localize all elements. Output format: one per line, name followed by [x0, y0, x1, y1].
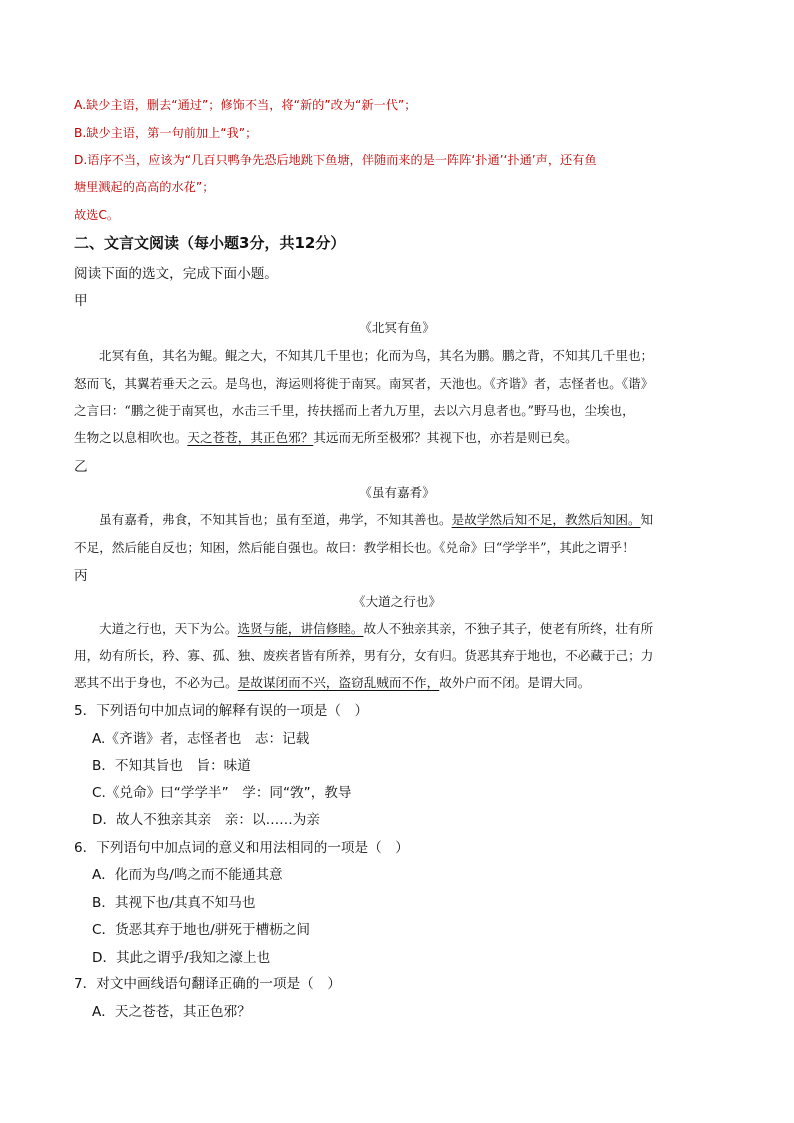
passage-bing-line1	[99, 618, 653, 637]
question-5-stem: 5．下列语句中加点词的解释有误的一项是（ ）	[74, 703, 369, 719]
passage-bing-line1-before: 大道之行也，天下为公。	[99, 621, 238, 636]
passage-jia-line4-before: 生物之以息相吹也。	[74, 430, 188, 445]
passage-yi-line1-before: 虽有嘉肴，弗食，不知其旨也；虽有至道，弗学，不知其善也。	[99, 512, 452, 527]
answer-option-d-line1: D.语序不当，应该为“几百只鸭争先恐后地跳下鱼塘，伴随而来的是一阵阵‘扑通’‘扑通’声，还有鱼	[74, 153, 597, 167]
answer-conclusion: 故选C。	[74, 208, 120, 222]
question-5-option-c: C.《兑命》曰“学学半” 学：同“敩”，教导	[92, 785, 352, 801]
passage-bing-line3-after: 故外户而不闭。是谓大同。	[439, 675, 591, 690]
question-6-option-b: B．其视下也/其真不知马也	[92, 895, 256, 911]
passage-bing-marker: 丙	[74, 568, 88, 584]
answer-option-a: A.缺少主语，删去“通过”；修饰不当，将“新的”改为“新一代”；	[74, 98, 417, 112]
answer-option-d-line2: 塘里溅起的高高的水花”；	[74, 180, 215, 194]
passage-bing-title: 《大道之行也》	[352, 594, 442, 609]
question-7-option-a: A．天之苍苍，其正色邪？	[92, 1004, 251, 1020]
question-5-option-b: B．不知其旨也 旨：味道	[92, 758, 251, 774]
passage-bing-underlined-sentence-1: 选贤与能，讲信修睦。	[237, 621, 364, 636]
question-6-option-a: A．化而为鸟/鸣之而不能通其意	[92, 867, 283, 883]
passage-jia-title: 《北冥有鱼》	[359, 320, 435, 335]
passage-yi-title: 《虽有嘉肴》	[359, 485, 435, 500]
answer-option-b: B.缺少主语，第一句前加上“我”；	[74, 126, 258, 140]
passage-yi-marker: 乙	[74, 459, 88, 475]
passage-bing-line3	[74, 672, 590, 691]
passage-jia-line4-after: 其远而无所至极邪？其视下也，亦若是则已矣。	[313, 430, 578, 445]
section-heading: 二、文言文阅读（每小题3分，共12分）	[74, 234, 346, 252]
passage-jia-line1: 北冥有鱼，其名为鲲。鲲之大，不知其几千里也；化而为鸟，其名为鹏。鹏之背，不知其几千里也；	[99, 348, 654, 363]
passage-yi-line1-after: 知	[640, 512, 654, 527]
passage-jia-line3: 之言曰：“鹏之徙于南冥也，水击三千里，抟扶摇而上者九万里，去以六月息者也。”野马也，尘埃也，	[74, 403, 635, 418]
question-5-option-d: D．故人不独亲其亲 亲：以……为亲	[92, 812, 320, 828]
passage-jia-line2: 怒而飞，其翼若垂天之云。是鸟也，海运则将徙于南冥。南冥者，天池也。《齐谐》者，志怪者也。《谐》	[74, 376, 654, 391]
question-5-option-a: A.《齐谐》者，志怪者也 志：记载	[92, 731, 310, 747]
passage-jia-line4	[74, 427, 578, 446]
passage-jia-marker: 甲	[74, 293, 88, 309]
passage-bing-line2: 用，幼有所长，矜、寡、孤、独、废疾者皆有所养，男有分，女有归。货恶其弃于地也，不必藏于己；力	[74, 648, 654, 663]
passage-yi-line2: 不足，然后能自反也；知困，然后能自强也。故曰：教学相长也。《兑命》曰“学学半”，其此之谓乎！	[74, 540, 635, 555]
question-7-stem: 7．对文中画线语句翻译正确的一项是（ ）	[74, 976, 341, 992]
passage-jia-underlined-sentence: 天之苍苍，其正色邪？	[187, 430, 314, 445]
passage-yi-underlined-sentence: 是故学然后知不足，教然后知困。	[451, 512, 641, 527]
question-6-stem: 6．下列语句中加点词的意义和用法相同的一项是（ ）	[74, 840, 409, 856]
section-instruction: 阅读下面的选文，完成下面小题。	[74, 266, 278, 282]
question-6-option-d: D．其此之谓乎/我知之濠上也	[92, 950, 271, 966]
passage-bing-underlined-sentence-2: 是故谋闭而不兴，盗窃乱贼而不作，	[237, 675, 440, 690]
question-6-option-c: C．货恶其弃于地也/骈死于槽枥之间	[92, 922, 310, 938]
passage-yi-line1	[99, 509, 653, 528]
passage-bing-line3-before: 恶其不出于身也，不必为己。	[74, 675, 238, 690]
passage-bing-line1-after: 故人不独亲其亲，不独子其子，使老有所终，壮有所	[363, 621, 654, 636]
